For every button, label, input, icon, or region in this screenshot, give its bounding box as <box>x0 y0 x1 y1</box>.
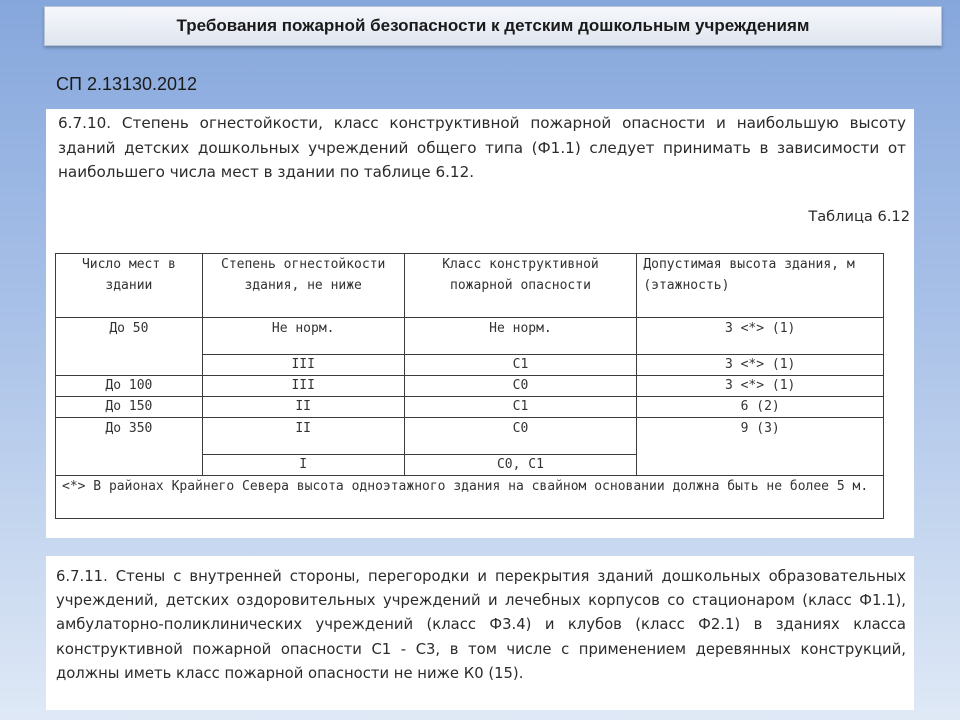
cell-places: До 350 <box>56 418 203 476</box>
cell-class: С0 <box>404 418 637 455</box>
cell-class: Не норм. <box>404 318 637 355</box>
sp-code-label: СП 2.13130.2012 <box>56 74 198 94</box>
table-footnote-row <box>56 476 884 519</box>
table-caption: Таблица 6.12 <box>808 208 910 225</box>
table-header-row <box>56 254 884 318</box>
cell-places: До 50 <box>56 318 203 376</box>
table-footnote: <*> В районах Крайнего Севера высота одноэтажного здания на свайном основании должна быть не более 5 м. <box>62 479 869 494</box>
cell-class: С1 <box>404 355 637 376</box>
table-row <box>56 418 884 455</box>
cell-degree: III <box>202 376 404 397</box>
cell-degree: II <box>202 397 404 418</box>
table-row <box>56 376 884 397</box>
clause-6711-text: 6.7.11. Стены с внутренней стороны, перегородки и перекрытия зданий дошкольных образовательных учреждений, детских оздоровительных учреждений и лечебных корпусов со стационаром (класс Ф1.1), амбулаторно-поликлинических учреждений (класс Ф3.4) и клубов (класс Ф2.1) в зданиях класса конструктивной пожарной опасности С1 - С3, в том числе с применением деревянных конструкций, должны иметь класс пожарной опасности не ниже К0 (15). <box>56 568 906 682</box>
cell-class: С0 <box>404 376 637 397</box>
cell-places: До 100 <box>56 376 203 397</box>
cell-class: С1 <box>404 397 637 418</box>
header-fire-resistance: Степень огнестойкости здания, не ниже <box>202 254 404 318</box>
cell-height: 3 <*> (1) <box>637 376 884 397</box>
slide-title: Требования пожарной безопасности к детским дошкольным учреждениям <box>44 6 942 46</box>
clause-6711-panel <box>46 556 914 710</box>
header-construction-class: Класс конструктивной пожарной опасности <box>404 254 637 318</box>
cell-height: 6 (2) <box>637 397 884 418</box>
header-allowed-height: Допустимая высота здания, м (этажность) <box>637 254 884 318</box>
cell-degree: Не норм. <box>202 318 404 355</box>
cell-height: 9 (3) <box>637 418 884 476</box>
cell-degree: II <box>202 418 404 455</box>
cell-height: 3 <*> (1) <box>637 355 884 376</box>
cell-places: До 150 <box>56 397 203 418</box>
cell-degree: I <box>202 455 404 476</box>
clause-6710-panel <box>46 109 914 538</box>
header-places: Число мест в здании <box>56 254 203 318</box>
table-row <box>56 318 884 355</box>
cell-class: С0, С1 <box>404 455 637 476</box>
cell-height: 3 <*> (1) <box>637 318 884 355</box>
cell-degree: III <box>202 355 404 376</box>
table-row <box>56 397 884 418</box>
table-6-12 <box>55 253 884 519</box>
clause-6710-text: 6.7.10. Степень огнестойкости, класс конструктивной пожарной опасности и наибольшую высоту зданий детских дошкольных учреждений общего типа (Ф1.1) следует принимать в зависимости от наибольшего числа мест в здании по таблице 6.12. <box>58 114 906 181</box>
